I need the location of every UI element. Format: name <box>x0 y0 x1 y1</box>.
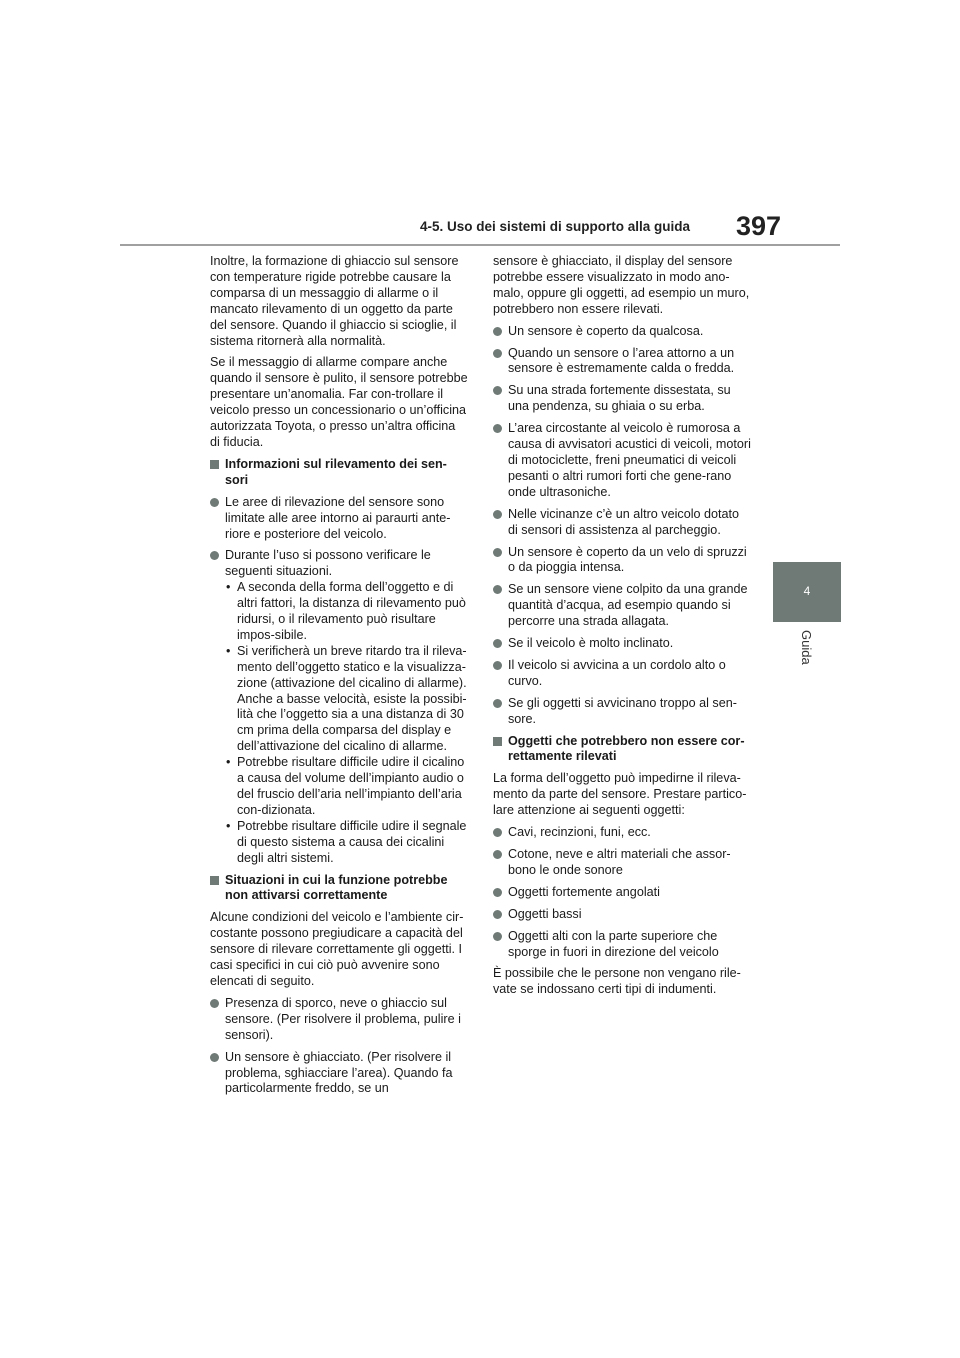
list-item-text: Un sensore è coperto da un velo di spruzzi o da pioggia intensa. <box>508 544 747 575</box>
circle-bullet-icon <box>493 828 502 837</box>
circle-bullet-icon <box>493 850 502 859</box>
heading-text: Informazioni sul rilevamento dei sen-sori <box>225 456 447 487</box>
sub-list-item-text: Potrebbe risultare difficile udire il segnale di questo sistema a causa dei cicalini degli altri sistemi. <box>237 818 467 865</box>
list-item-text: Un sensore è coperto da qualcosa. <box>508 323 704 338</box>
list-item <box>210 548 468 866</box>
list-item-text: Oggetti alti con la parte superiore che sporge in fuori in direzione del veicolo <box>508 928 719 959</box>
section-heading <box>210 457 468 489</box>
sub-bullet-mark: • <box>226 755 231 770</box>
circle-bullet-icon <box>493 510 502 519</box>
list-item <box>493 545 751 577</box>
paragraph: È possibile che le persone non vengano rile-vate se indossano certi tipi di indumenti. <box>493 966 741 997</box>
list-item <box>493 929 751 961</box>
list-item <box>210 495 468 543</box>
circle-bullet-icon <box>210 1053 219 1062</box>
paragraph-continued: sensore è ghiacciato, il display del sensore potrebbe essere visualizzato in modo ano-malo, oppure gli oggetti, ad esempio un muro, potrebbero non essere rilevati. <box>493 254 750 316</box>
circle-bullet-icon <box>493 349 502 358</box>
circle-bullet-icon <box>493 585 502 594</box>
header-section-title: 4-5. Uso dei sistemi di supporto alla guida <box>420 219 691 234</box>
section-heading <box>493 734 751 766</box>
circle-bullet-icon <box>210 551 219 560</box>
list-item <box>493 383 751 415</box>
list-item <box>210 996 468 1044</box>
sub-list-item <box>225 580 468 644</box>
circle-bullet-icon <box>493 888 502 897</box>
list-item-text: Nelle vicinanze c’è un altro veicolo dotato di sensori di assistenza al parcheggio. <box>508 506 740 537</box>
chapter-tab <box>773 562 841 622</box>
list-item <box>493 324 751 340</box>
heading-text: Situazioni in cui la funzione potrebbe non attivarsi correttamente <box>225 872 448 903</box>
circle-bullet-icon <box>493 327 502 336</box>
list-item-text: Se il veicolo è molto inclinato. <box>508 636 674 651</box>
list-item-text: Oggetti fortemente angolati <box>508 884 660 899</box>
sub-list-item <box>225 644 468 755</box>
sub-bullet-mark: • <box>226 818 231 833</box>
list-item-text: Se un sensore viene colpito da una grande quantità d’acqua, ad esempio quando si percorre una strada allagata. <box>508 582 748 629</box>
sub-bullet-mark: • <box>226 580 231 595</box>
list-item <box>210 1050 468 1098</box>
circle-bullet-icon <box>493 661 502 670</box>
circle-bullet-icon <box>493 699 502 708</box>
list-item <box>493 582 751 630</box>
sub-list-item-text: A seconda della forma dell’oggetto e di altri fattori, la distanza di rilevamento può ridursi, o il rilevamento può risultare impos-sibile. <box>237 580 466 642</box>
list-item-text: L’area circostante al veicolo è rumorosa a causa di avvisatori acustici di veicoli, motori di motociclette, freni pneumatici di veicoli pesanti o altri rumori forti che gene-rano onde ultrasoniche. <box>508 421 751 499</box>
sub-bullet-mark: • <box>226 643 231 658</box>
list-item-text: Cotone, neve e altri materiali che assor-bono le onde sonore <box>508 847 731 877</box>
list-item <box>493 636 751 652</box>
list-item <box>493 847 751 879</box>
section-heading <box>210 873 468 905</box>
square-bullet-icon <box>493 737 502 746</box>
circle-bullet-icon <box>493 932 502 941</box>
list-item-text: Se gli oggetti si avvicinano troppo al sen-sore. <box>508 695 737 726</box>
left-column <box>210 254 468 1103</box>
list-item-text: Oggetti bassi <box>508 906 582 921</box>
circle-bullet-icon <box>493 548 502 557</box>
paragraph: Inoltre, la formazione di ghiaccio sul sensore con temperature rigide potrebbe causare la comparsa di un messaggio di allarme o il mancato rilevamento di un oggetto da parte del sensore. Quando il ghiaccio si scioglie, il sistema ritornerà alla normalità. <box>210 254 459 348</box>
circle-bullet-icon <box>493 639 502 648</box>
list-item-text: Presenza di sporco, neve o ghiaccio sul sensore. (Per risolvere il problema, pulire i sensori). <box>225 995 461 1042</box>
chapter-tab-number: 4 <box>803 584 811 598</box>
circle-bullet-icon <box>493 910 502 919</box>
list-item-text: Un sensore è ghiacciato. (Per risolvere il problema, sghiacciare l’area). Quando fa particolarmente freddo, se un <box>225 1049 453 1096</box>
list-item-text: Cavi, recinzioni, funi, ecc. <box>508 825 651 840</box>
list-item <box>493 421 751 501</box>
paragraph: Se il messaggio di allarme compare anche quando il sensore è pulito, il sensore potrebbe presentare un’anomalia. Far con-trollare il veicolo presso un concessionario o un’officina autorizzata Toyota, o presso un’altra officina di fiducia. <box>210 355 468 449</box>
list-item-text: Durante l’uso si possono verificare le seguenti situazioni. <box>225 548 431 579</box>
list-item <box>493 907 751 923</box>
list-item <box>493 825 751 841</box>
header-rule <box>120 244 840 246</box>
page-number: 397 <box>736 211 782 241</box>
list-item-text: Quando un sensore o l’area attorno a un sensore è estremamente calda o fredda. <box>508 345 735 376</box>
list-item <box>493 507 751 539</box>
sub-list-item-text: Potrebbe risultare difficile udire il cicalino a causa del volume dell’impianto audio o del fruscio dell’aria nell’impianto dell’aria con-dizionata. <box>237 755 465 817</box>
circle-bullet-icon <box>210 999 219 1008</box>
list-item <box>493 885 751 901</box>
circle-bullet-icon <box>493 424 502 433</box>
square-bullet-icon <box>210 876 219 885</box>
sub-list-item-text: Si verificherà un breve ritardo tra il rileva-mento dell’oggetto statico e la visualizza-zione (attivazione del cicalino di allarme). Anche a basse velocità, esiste la possibi-lità che l’oggetto sia a una distanza di 30 cm prima della comparsa del display e dell’attivazione del cicalino di allarme. <box>237 643 467 754</box>
circle-bullet-icon <box>210 498 219 507</box>
list-item <box>493 346 751 378</box>
list-item <box>493 658 751 690</box>
sub-list-item <box>225 819 468 867</box>
chapter-tab-label: Guida <box>799 630 814 665</box>
circle-bullet-icon <box>493 386 502 395</box>
list-item-text: Le aree di rilevazione del sensore sono limitate alle aree intorno ai paraurti ante-riore e posteriore del veicolo. <box>225 494 451 541</box>
list-item-text: Il veicolo si avvicina a un cordolo alto o curvo. <box>508 657 726 688</box>
list-item <box>493 696 751 728</box>
square-bullet-icon <box>210 460 219 469</box>
paragraph: La forma dell’oggetto può impedirne il rileva-mento da parte del sensore. Prestare partico-lare attenzione ai seguenti oggetti: <box>493 771 747 818</box>
list-item-text: Su una strada fortemente dissestata, su una pendenza, su ghiaia o su erba. <box>508 383 731 414</box>
sub-list-item <box>225 755 468 819</box>
right-column <box>493 254 751 1004</box>
heading-text: Oggetti che potrebbero non essere cor-rettamente rilevati <box>508 733 745 764</box>
paragraph: Alcune condizioni del veicolo e l’ambiente cir-costante possono pregiudicare a capacità del sensore di rilevare correttamente gli oggetti. I casi specifici in cui ciò può avvenire sono elencati di seguito. <box>210 910 464 988</box>
